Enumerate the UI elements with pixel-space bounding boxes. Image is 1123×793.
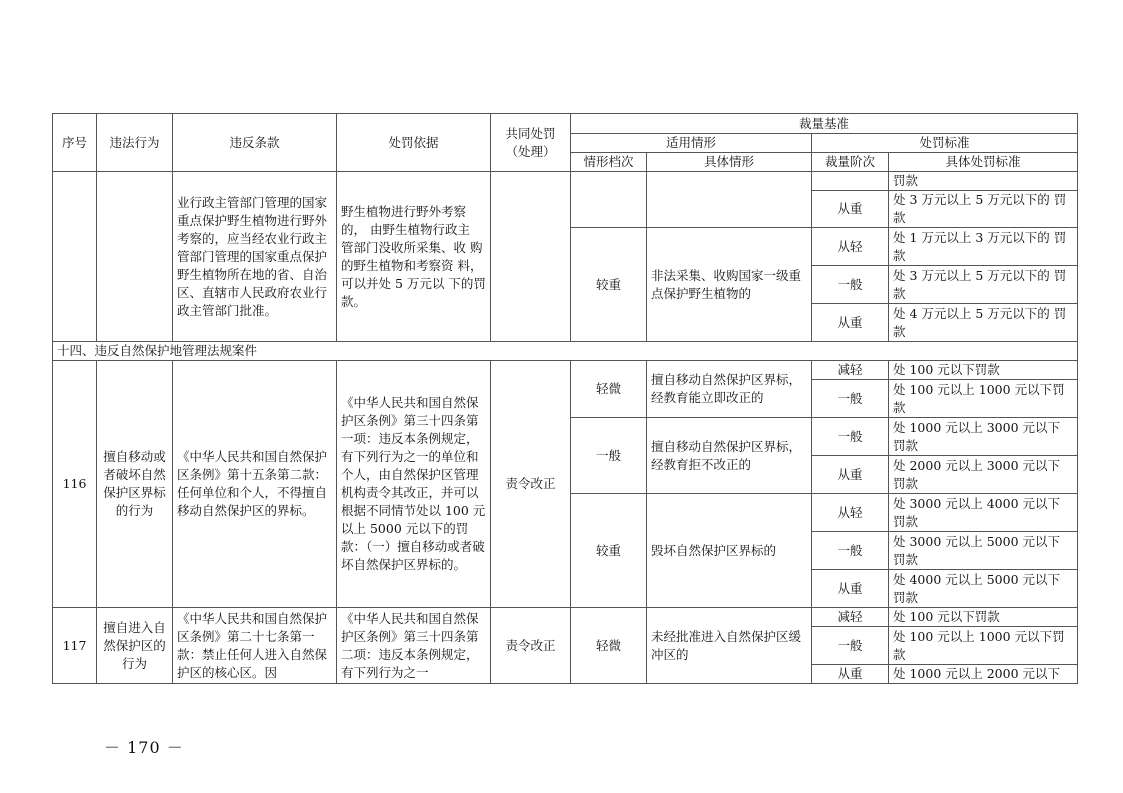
header-no: 序号 <box>53 114 97 172</box>
cell-basis: 野生植物进行野外考察的， 由野生植物行政主 管部门没收所采集、收 购的野生植物和考察资 料，可以并处 5 万元以 下的罚款。 <box>337 172 491 342</box>
cell-detail: 处 4 万元以上 5 万元以下的 罚款 <box>889 304 1078 342</box>
case-basis: 《中华人民共和国自然保护区条例》第三十四条第二项：违反本条例规定，有下列行为之一 <box>337 608 491 684</box>
case-clause: 《中华人民共和国自然保护区条例》第十五条第二款：任何单位和个人，不得擅自移动自然保护区的界标。 <box>173 361 337 608</box>
cell-grade: 较重 <box>571 228 647 342</box>
cell-situation: 未经批准进入自然保护区缓冲区的 <box>647 608 812 684</box>
cell-situation <box>647 172 812 228</box>
header-detail: 具体处罚标准 <box>889 153 1078 172</box>
header-basis: 处罚依据 <box>337 114 491 172</box>
header-benchmark: 裁量基准 <box>571 114 1078 134</box>
header-standard: 处罚标准 <box>812 134 1078 153</box>
cell-detail: 处 3 万元以上 5 万元以下的 罚款 <box>889 266 1078 304</box>
section-title: 十四、违反自然保护地管理法规案件 <box>53 342 1078 361</box>
cell-grade: 轻微 <box>571 608 647 684</box>
cell-stage: 从重 <box>812 456 889 494</box>
table-row <box>53 608 1078 627</box>
cell-detail: 处 100 元以上 1000 元以下罚 款 <box>889 627 1078 665</box>
cell-stage: 减轻 <box>812 361 889 380</box>
cell-stage: 从重 <box>812 665 889 684</box>
case-behavior: 擅自移动或者破坏自然保护区界标的行为 <box>97 361 173 608</box>
penalty-discretion-table <box>52 113 1078 684</box>
cell-stage <box>812 172 889 191</box>
cell-clause: 业行政主管部门管理的国家重点保护野生植物进行野外考察的，应当经农业行政主管部门管理的国家重点保护野生植物所在地的省、自治区、直辖市人民政府农业行政主管部门批准。 <box>173 172 337 342</box>
table-row <box>53 342 1078 361</box>
cell-stage: 一般 <box>812 532 889 570</box>
cell-detail: 处 3 万元以上 5 万元以下的 罚款 <box>889 191 1078 228</box>
header-situation: 具体情形 <box>647 153 812 172</box>
header-stage: 裁量阶次 <box>812 153 889 172</box>
case-joint: 责令改正 <box>491 608 571 684</box>
case-no: 117 <box>53 608 97 684</box>
table-row <box>53 361 1078 380</box>
cell-stage: 从重 <box>812 191 889 228</box>
cell-stage: 减轻 <box>812 608 889 627</box>
cell-detail: 处 3000 元以上 4000 元以下 罚款 <box>889 494 1078 532</box>
cell-detail: 处 100 元以下罚款 <box>889 361 1078 380</box>
cell-stage: 一般 <box>812 627 889 665</box>
cell-detail: 罚款 <box>889 172 1078 191</box>
cell-situation: 非法采集、收购国家一级重点保护野生植物的 <box>647 228 812 342</box>
header-behavior: 违法行为 <box>97 114 173 172</box>
cell-detail: 处 2000 元以上 3000 元以下 罚款 <box>889 456 1078 494</box>
cell-detail: 处 100 元以上 1000 元以下罚 款 <box>889 380 1078 418</box>
cell-stage: 从轻 <box>812 494 889 532</box>
cell-grade: 较重 <box>571 494 647 608</box>
cell-detail: 处 1000 元以上 3000 元以下 罚款 <box>889 418 1078 456</box>
case-clause: 《中华人民共和国自然保护区条例》第二十七条第一款：禁止任何人进入自然保护区的核心区。因 <box>173 608 337 684</box>
cell-behavior <box>97 172 173 342</box>
header-grade: 情形档次 <box>571 153 647 172</box>
page-number: － 170 － <box>104 738 184 757</box>
cell-situation: 擅自移动自然保护区界标，经教育拒不改正的 <box>647 418 812 494</box>
cell-stage: 一般 <box>812 266 889 304</box>
case-behavior: 擅自进入自然保护区的行为 <box>97 608 173 684</box>
cell-grade: 一般 <box>571 418 647 494</box>
cell-stage: 从重 <box>812 570 889 608</box>
cell-detail: 处 4000 元以上 5000 元以下 罚款 <box>889 570 1078 608</box>
cell-stage: 一般 <box>812 418 889 456</box>
cell-grade: 轻微 <box>571 361 647 418</box>
cell-detail: 处 1000 元以上 2000 元以下 <box>889 665 1078 684</box>
case-no: 116 <box>53 361 97 608</box>
header-clause: 违反条款 <box>173 114 337 172</box>
case-joint: 责令改正 <box>491 361 571 608</box>
cell-stage: 一般 <box>812 380 889 418</box>
cell-stage: 从轻 <box>812 228 889 266</box>
cell-situation: 毁坏自然保护区界标的 <box>647 494 812 608</box>
cell-grade <box>571 172 647 228</box>
table-row <box>53 172 1078 191</box>
cell-detail: 处 3000 元以上 5000 元以下 罚款 <box>889 532 1078 570</box>
cell-stage: 从重 <box>812 304 889 342</box>
cell-detail: 处 1 万元以上 3 万元以下的 罚款 <box>889 228 1078 266</box>
header-joint: 共同处罚（处理） <box>491 114 571 172</box>
header-applicable: 适用情形 <box>571 134 812 153</box>
cell-detail: 处 100 元以下罚款 <box>889 608 1078 627</box>
case-basis: 《中华人民共和国自然保护区条例》第三十四条第一项：违反本条例规定，有下列行为之一的单位和个人，由自然保护区管理机构责令其改正，并可以根据不同情节处以 100 元以上 5000 元以下的罚款：（一）擅自移动或者破 坏自然保护区界标的。 <box>337 361 491 608</box>
cell-joint <box>491 172 571 342</box>
cell-situation: 擅自移动自然保护区界标，经教育能立即改正的 <box>647 361 812 418</box>
cell-no <box>53 172 97 342</box>
